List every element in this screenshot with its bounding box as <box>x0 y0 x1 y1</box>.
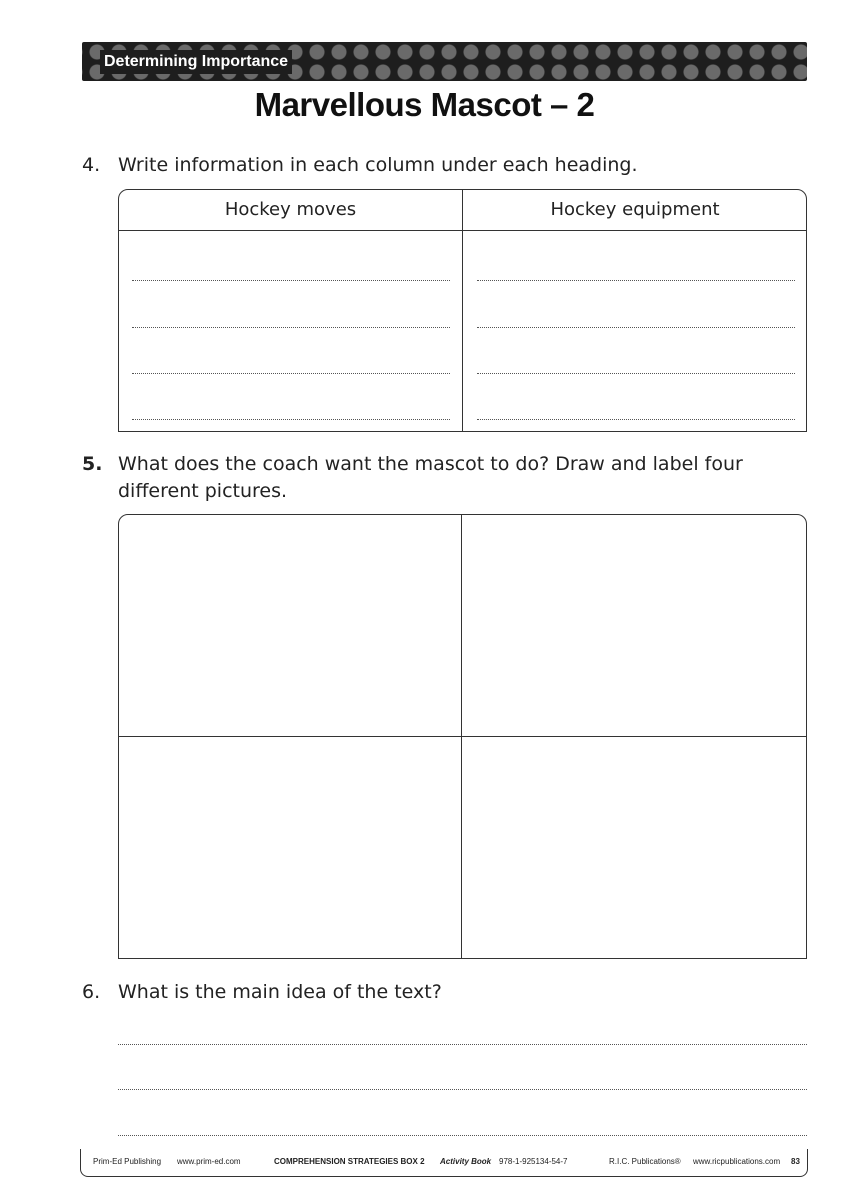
question-number: 5. <box>82 453 103 475</box>
answer-line[interactable] <box>118 1089 807 1090</box>
footer-publisher-url: www.prim-ed.com <box>177 1157 241 1166</box>
column-header-hockey-moves: Hockey moves <box>224 199 357 220</box>
grid-horizontal-divider <box>119 736 806 737</box>
footer-isbn: 978-1-925134-54-7 <box>499 1157 568 1166</box>
section-label: Determining Importance <box>100 50 292 74</box>
writing-line[interactable] <box>477 327 795 328</box>
question-text: Write information in each column under each heading. <box>118 154 638 176</box>
writing-line[interactable] <box>477 280 795 281</box>
answer-line[interactable] <box>118 1044 807 1045</box>
question-5 <box>82 451 743 502</box>
page-title: Marvellous Mascot – 2 <box>254 86 595 123</box>
footer-ric: R.I.C. Publications® <box>609 1157 681 1166</box>
writing-line[interactable] <box>132 327 450 328</box>
question-text: What does the coach want the mascot to do? Draw and label four different pictures. <box>118 453 743 502</box>
footer-book-title: COMPREHENSION STRATEGIES BOX 2 <box>274 1157 425 1166</box>
writing-line[interactable] <box>132 280 450 281</box>
writing-line[interactable] <box>477 373 795 374</box>
footer-page-number: 83 <box>791 1157 800 1166</box>
question-4 <box>82 152 638 179</box>
footer-ric-url: www.ricpublications.com <box>693 1157 781 1166</box>
footer-publisher: Prim-Ed Publishing <box>93 1157 162 1166</box>
question-number: 6. <box>82 981 101 1003</box>
header-divider <box>119 230 806 231</box>
footer-book-sub: Activity Book <box>440 1157 492 1166</box>
writing-line[interactable] <box>132 419 450 420</box>
question-6 <box>82 979 442 1006</box>
footer <box>80 1149 808 1177</box>
drawing-grid[interactable] <box>118 514 807 959</box>
answer-line[interactable] <box>118 1135 807 1136</box>
question-text: What is the main idea of the text? <box>118 981 442 1003</box>
writing-line[interactable] <box>132 373 450 374</box>
column-header-hockey-equipment: Hockey equipment <box>550 199 720 220</box>
writing-line[interactable] <box>477 419 795 420</box>
question-number: 4. <box>82 154 101 176</box>
info-table <box>118 189 807 432</box>
column-divider <box>462 190 463 431</box>
